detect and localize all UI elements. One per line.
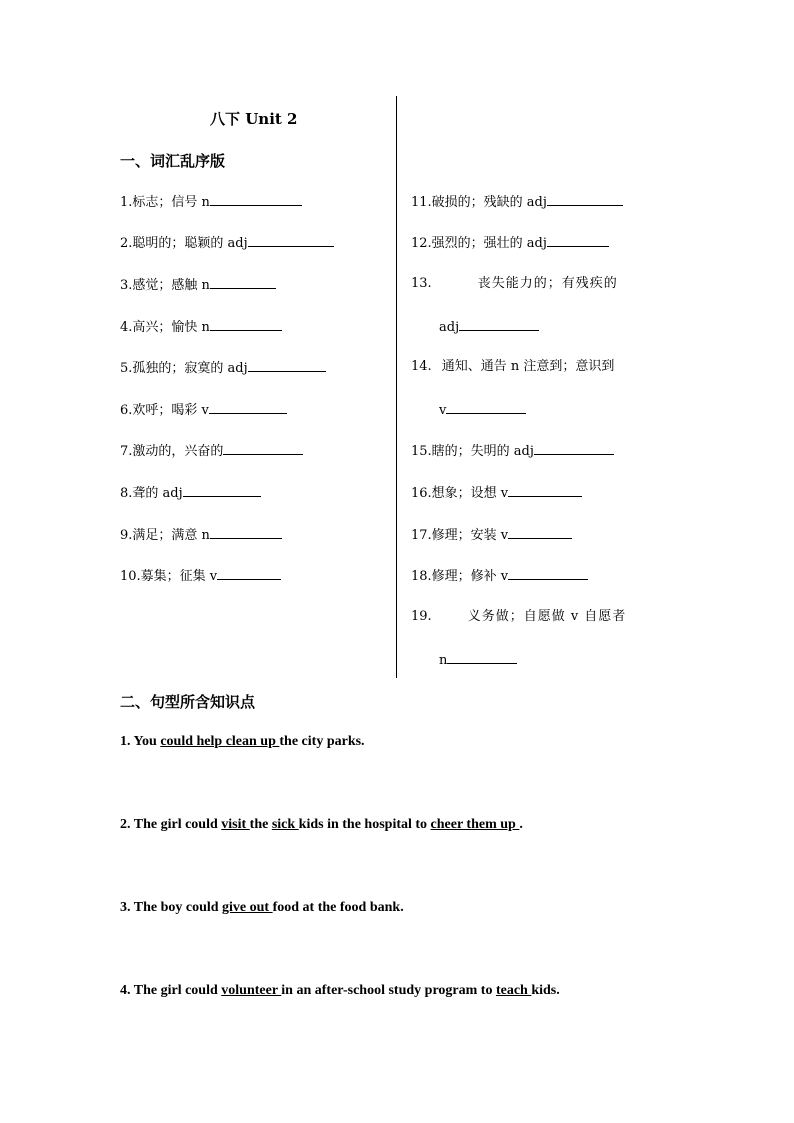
sentence-part: could <box>160 734 197 749</box>
sentence-part: the city parks. <box>279 734 365 749</box>
vocab-item-11: 11.破损的；残缺的 adj <box>411 192 623 212</box>
sentence-part: visit <box>221 817 250 832</box>
sentence-part: clean up <box>225 734 280 749</box>
sentence-part: volunteer <box>221 983 282 998</box>
vocab-item-19-cont: n <box>439 650 517 670</box>
sentence-part: 3. The boy could <box>120 900 223 915</box>
sentence-part: 2. The girl could <box>120 817 222 832</box>
vocab-item-16: 16.想象；设想 v <box>411 483 582 503</box>
vocab-item-15: 15.瞎的；失明的 adj <box>411 441 614 461</box>
vocab-item-14: 14. 通知、通告 n 注意到；意识到 <box>411 359 615 374</box>
vocab-item-17: 17.修理；安装 v <box>411 525 572 545</box>
vocab-item-10: 10.募集；征集 v <box>120 566 281 586</box>
vocab-item-7: 7.激动的，兴奋的 <box>120 441 303 461</box>
sentence-part: cheer them up <box>430 817 520 832</box>
sentence-part: kids in the hospital to <box>298 817 431 832</box>
vocab-item-19: 19. 义务做；自愿做 v 自愿者 <box>411 609 627 624</box>
vocab-item-4: 4.高兴；愉快 n <box>120 317 282 337</box>
sentence-part: 1. You <box>120 734 161 749</box>
sentence-1 <box>120 734 365 750</box>
sentence-2 <box>120 817 523 833</box>
vocab-item-8: 8.聋的 adj <box>120 483 261 503</box>
section1-heading: 一、词汇乱序版 <box>120 152 226 170</box>
vocab-item-14-cont: v <box>439 400 526 420</box>
vocab-item-13: 13. 丧失能力的；有残疾的 <box>411 276 618 291</box>
column-divider <box>396 96 397 678</box>
sentence-part: kids. <box>531 983 560 998</box>
vocab-item-12: 12.强烈的；强壮的 adj <box>411 233 609 253</box>
sentence-part: in an after-school study program to <box>281 983 496 998</box>
vocab-item-6: 6.欢呼；喝彩 v <box>120 400 287 420</box>
vocab-item-18: 18.修理；修补 v <box>411 566 588 586</box>
vocab-item-9: 9.满足；满意 n <box>120 525 282 545</box>
sentence-3 <box>120 900 404 916</box>
vocab-item-1: 1.标志；信号 n <box>120 192 302 212</box>
sentence-part: food at the food bank. <box>272 900 404 915</box>
vocab-item-3: 3.感觉；感触 n <box>120 275 276 295</box>
sentence-part: teach <box>495 983 532 998</box>
vocab-item-2: 2.聪明的；聪颖的 adj <box>120 233 334 253</box>
section2-heading: 二、句型所含知识点 <box>120 693 256 711</box>
sentence-part: help <box>196 734 226 749</box>
sentence-part: give out <box>222 900 273 915</box>
vocab-item-13-cont: adj <box>439 317 539 337</box>
sentence-part: the <box>249 817 272 832</box>
sentence-part: 4. The girl could <box>120 983 222 998</box>
sentence-part: . <box>519 817 523 832</box>
sentence-part: sick <box>271 817 299 832</box>
sentence-4 <box>120 983 560 999</box>
page-title: 八下 Unit 2 <box>210 110 298 128</box>
vocab-item-5: 5.孤独的；寂寞的 adj <box>120 358 326 378</box>
